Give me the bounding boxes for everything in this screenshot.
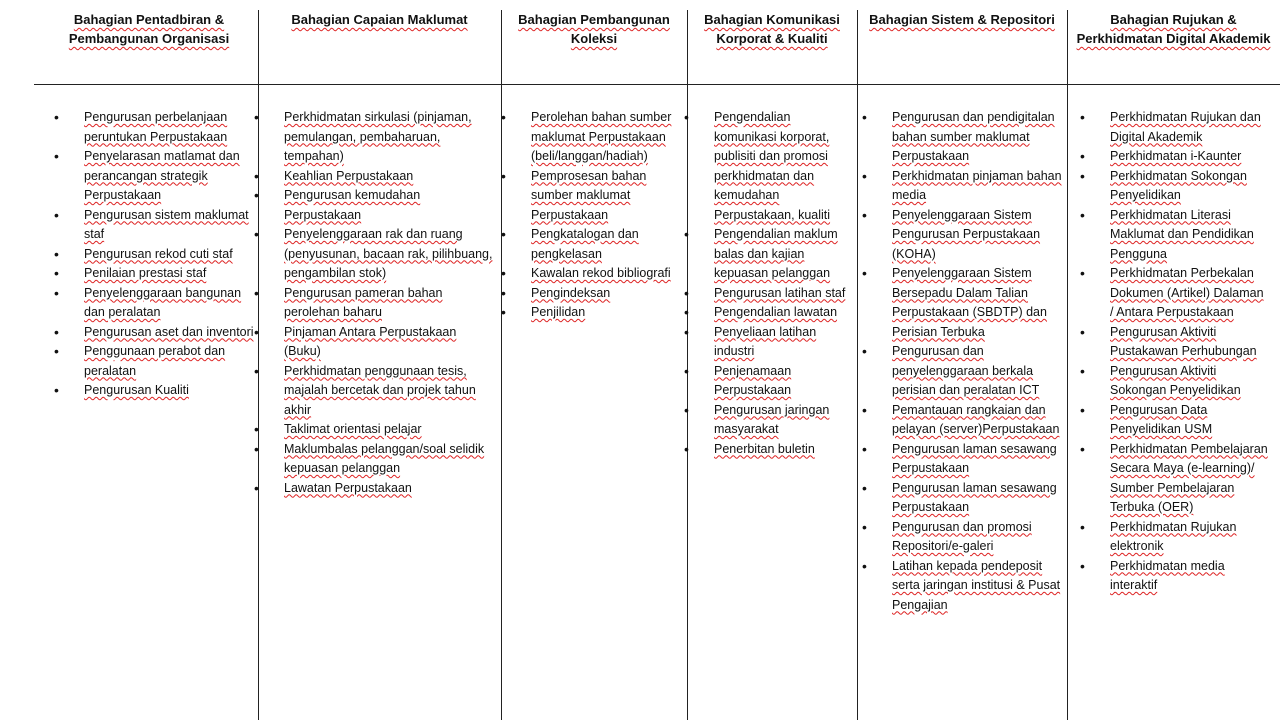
list-item	[892, 518, 1062, 557]
list-item	[892, 479, 1062, 518]
list-item-text: Pengkatalogan dan pengkelasan	[531, 227, 639, 261]
list-item-text: Penerbitan buletin	[714, 441, 815, 456]
list-item-text: Perkhidmatan media interaktif	[1110, 558, 1225, 592]
list-item	[714, 284, 851, 304]
column-header: Bahagian Sistem & Repositori	[869, 12, 1055, 27]
list-item	[1110, 440, 1270, 518]
list-item-text: Perkhidmatan penggunaan tesis, majalah bercetak dan projek tahun akhir	[284, 363, 476, 417]
list-item-text: Perkhidmatan sirkulasi (pinjaman, pemulangan, pembaharuan, tempahan)	[284, 110, 472, 163]
list-item-text: Pengurusan latihan staf	[714, 285, 846, 300]
list-item	[714, 362, 851, 401]
list-item-text: Perkhidmatan Literasi Maklumat dan Pendidikan Pengguna	[1110, 207, 1254, 261]
column-sistem-repositori	[857, 0, 1067, 615]
column-header: Bahagian Pentadbiran & Pembangunan Organisasi	[68, 12, 230, 46]
list-item	[892, 108, 1062, 167]
list-item	[284, 284, 496, 323]
list-item-text: Pengurusan laman sesawang Perpustakaan	[892, 441, 1057, 475]
list-item-text: Penyelarasan matlamat dan perancangan strategik Perpustakaan	[84, 149, 240, 202]
list-item-text: Keahlian Perpustakaan	[284, 168, 414, 183]
list-item-text: Pengurusan jaringan masyarakat	[714, 402, 830, 436]
column-header: Bahagian Pembangunan Koleksi	[518, 12, 670, 46]
list-item	[84, 342, 254, 381]
list-item	[531, 167, 681, 226]
list-item-text: Perkhidmatan pinjaman bahan media	[892, 168, 1062, 202]
list-item	[284, 225, 496, 284]
list-item-text: Pinjaman Antara Perpustakaan (Buku)	[284, 324, 457, 358]
list-item	[1110, 147, 1270, 167]
list-item-text: Pengurusan Aktiviti Pustakawan Perhubungan	[1110, 324, 1257, 358]
list-item	[892, 440, 1062, 479]
list-item-text: Penyelenggaraan Sistem Pengurusan Perpustakaan (KOHA)	[892, 207, 1041, 261]
list-item	[714, 108, 851, 225]
list-item-text: Lawatan Perpustakaan	[284, 480, 412, 495]
list-item-text: Kawalan rekod bibliografi	[531, 266, 671, 280]
list-item-text: Penyeliaan latihan industri	[714, 324, 817, 358]
list-item	[714, 440, 851, 460]
list-item-text: Pengurusan rekod cuti staf	[84, 246, 233, 261]
list-item	[284, 440, 496, 479]
item-list	[84, 108, 254, 401]
list-item	[531, 225, 681, 264]
list-item-text: Penilaian prestasi staf	[84, 266, 207, 280]
list-item	[84, 323, 254, 343]
list-item-text: Pengurusan pameran bahan perolehan baharu	[284, 285, 443, 319]
list-item	[892, 206, 1062, 265]
list-item-text: Pengendalian komunikasi korporat, publisiti dan promosi perkhidmatan dan kemudahan Perpustakaan, kualiti	[714, 110, 831, 222]
list-item-text: Penjenamaan Perpustakaan	[714, 363, 792, 397]
list-item-text: Maklumbalas pelanggan/soal selidik kepuasan pelanggan	[284, 441, 485, 475]
list-item	[84, 245, 254, 265]
list-item	[531, 284, 681, 304]
list-item	[284, 323, 496, 362]
list-item	[84, 284, 254, 323]
item-list	[284, 108, 496, 498]
list-item	[531, 108, 681, 167]
column-rujukan	[1067, 0, 1280, 596]
list-item	[714, 323, 851, 362]
list-item-text: Pengurusan aset dan inventori	[84, 324, 254, 339]
list-item-text: Pengurusan Aktiviti Sokongan Penyelidikan	[1110, 363, 1241, 397]
list-item-text: Pengurusan dan promosi Repositori/e-galeri	[892, 519, 1032, 553]
list-item	[284, 420, 496, 440]
list-item-text: Pengurusan Kualiti	[84, 383, 189, 397]
list-item-text: Perkhidmatan i-Kaunter	[1110, 149, 1242, 163]
list-item-text: Pengurusan Data Penyelidikan USM	[1110, 402, 1213, 436]
list-item-text: Pengurusan sistem maklumat staf	[84, 207, 249, 241]
list-item	[714, 303, 851, 323]
list-item	[1110, 167, 1270, 206]
list-item-text: Pengurusan dan pendigitalan bahan sumber maklumat Perpustakaan	[892, 110, 1055, 163]
list-item	[714, 401, 851, 440]
list-item-text: Latihan kepada pendeposit serta jaringan institusi & Pusat Pengajian	[892, 558, 1061, 612]
list-item-text: Perkhidmatan Rujukan dan Digital Akademik	[1110, 110, 1261, 144]
list-item-text: Pengurusan laman sesawang Perpustakaan	[892, 480, 1057, 514]
list-item	[284, 108, 496, 167]
list-item	[1110, 401, 1270, 440]
list-item	[1110, 264, 1270, 323]
list-item-text: Pemantauan rangkaian dan pelayan (server)Perpustakaan	[892, 402, 1060, 436]
item-list	[531, 108, 681, 323]
list-item-text: Pengendalian maklum balas dan kajian kepuasan pelanggan	[714, 227, 838, 280]
list-item	[284, 362, 496, 421]
column-pentadbiran	[40, 0, 258, 401]
column-header: Bahagian Rujukan & Perkhidmatan Digital Akademik	[1076, 12, 1271, 46]
list-item	[892, 557, 1062, 616]
list-item	[284, 479, 496, 499]
list-item-text: Pengurusan dan penyelenggaraan berkala perisian dan peralatan ICT	[892, 344, 1040, 397]
list-item	[892, 264, 1062, 342]
list-item	[1110, 362, 1270, 401]
column-komunikasi	[687, 0, 857, 459]
column-pembangunan-koleksi	[501, 0, 687, 323]
column-header: Bahagian Komunikasi Korporat & Kualiti	[704, 12, 840, 46]
list-item	[1110, 108, 1270, 147]
item-list	[714, 108, 851, 459]
list-item-text: Perkhidmatan Sokongan Penyelidikan	[1110, 168, 1247, 202]
list-item-text: Pengendalian lawatan	[714, 305, 838, 319]
list-item-text: Penjilidan	[531, 305, 586, 319]
list-item-text: Penyelenggaraan rak dan ruang (penyusunan, bacaan rak, pilihbuang, pengambilan stok)	[284, 227, 493, 280]
list-item-text: Taklimat orientasi pelajar	[284, 422, 422, 436]
list-item	[1110, 518, 1270, 557]
list-item	[892, 167, 1062, 206]
list-item-text: Penyelenggaraan bangunan dan peralatan	[84, 285, 242, 319]
list-item	[1110, 206, 1270, 265]
list-item	[892, 342, 1062, 401]
list-item	[84, 147, 254, 206]
item-list	[1110, 108, 1270, 596]
list-item	[84, 108, 254, 147]
list-item	[284, 167, 496, 187]
list-item-text: Pengurusan perbelanjaan peruntukan Perpustakaan	[84, 110, 228, 144]
list-item-text: Penyelenggaraan Sistem Bersepadu Dalam Talian Perpustakaan (SBDTP) dan Perisian Terbuka	[892, 266, 1047, 339]
list-item	[84, 206, 254, 245]
list-item-text: Perkhidmatan Pembelajaran Secara Maya (e-learning)/ Sumber Pembelajaran Terbuka (OER)	[1110, 441, 1268, 514]
list-item	[531, 264, 681, 284]
list-item	[1110, 323, 1270, 362]
list-item-text: Pengindeksan	[531, 285, 611, 300]
list-item-text: Perolehan bahan sumber maklumat Perpustakaan (beli/langgan/hadiah)	[531, 110, 672, 163]
list-item	[531, 303, 681, 323]
list-item-text: Perkhidmatan Rujukan elektronik	[1110, 519, 1237, 553]
list-item-text: Pengurusan kemudahan Perpustakaan	[284, 188, 421, 222]
list-item	[1110, 557, 1270, 596]
list-item-text: Penggunaan perabot dan peralatan	[84, 344, 226, 378]
list-item-text: Pemprosesan bahan sumber maklumat Perpustakaan	[531, 168, 647, 222]
list-item	[284, 186, 496, 225]
item-list	[892, 108, 1062, 615]
list-item-text: Perkhidmatan Perbekalan Dokumen (Artikel) Dalaman / Antara Perpustakaan	[1110, 266, 1264, 319]
column-header: Bahagian Capaian Maklumat	[291, 12, 468, 27]
list-item	[84, 264, 254, 284]
list-item	[892, 401, 1062, 440]
list-item	[84, 381, 254, 401]
column-capaian	[258, 0, 501, 498]
list-item	[714, 225, 851, 284]
